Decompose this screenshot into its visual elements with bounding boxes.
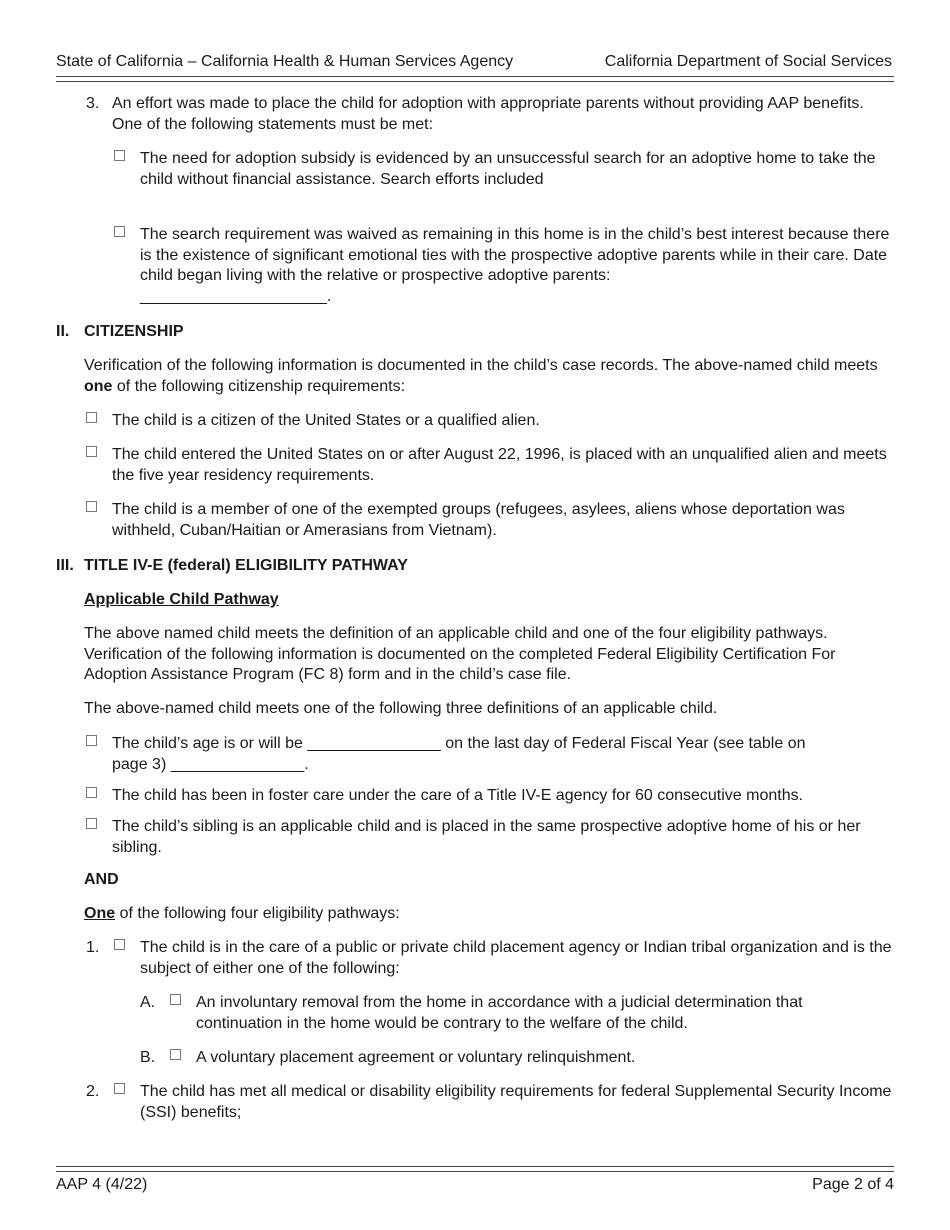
section2-intro (84, 356, 894, 397)
item3-number: 3. (86, 95, 100, 112)
page-header (56, 52, 894, 76)
definition-2-checkbox[interactable] (86, 787, 97, 798)
header-agency: State of California – California Health & Human Services Agency (56, 53, 514, 70)
section3-paragraph-1: The above named child meets the definition of an applicable child and one of the four eligibility pathways. Verification of the following information is documented on the completed Federal Eligibility Certification For Adoption Assistance Program (FC 8) form and in the child’s case file. (84, 625, 836, 683)
section2-intro-emphasis: one (84, 377, 113, 395)
definition-1-text: The child’s age is or will be _______________ on the last day of Federal Fiscal Year (see table on (112, 735, 806, 752)
citizenship-option-3-checkbox[interactable] (86, 501, 97, 512)
pathway-1a-text: An involuntary removal from the home in accordance with a judicial determination that continuation in the home would be contrary to the welfare of the child. (196, 994, 803, 1032)
item3-text: An effort was made to place the child for adoption with appropriate parents without providing AAP benefits. One of the following statements must be met: (112, 95, 864, 133)
definition-1-text-cont: page 3) _______________. (112, 756, 309, 773)
item3-date-blank[interactable]: _____________________. (140, 288, 332, 305)
pathway-1b-checkbox[interactable] (170, 1049, 181, 1060)
section2-intro-pre: Verification of the following information is documented in the child’s case records. The above-named child meets (84, 357, 878, 374)
definition-2-text: The child has been in foster care under the care of a Title IV-E agency for 60 consecutive months. (112, 787, 804, 804)
citizenship-option-3-text: The child is a member of one of the exempted groups (refugees, asylees, aliens whose deportation was withheld, Cuban/Haitian or Amerasians from Vietnam). (112, 501, 845, 539)
footer-rule (56, 1166, 894, 1172)
header-department: California Department of Social Services (604, 53, 892, 70)
pathways-intro-rest: of the following four eligibility pathways: (115, 905, 400, 922)
pathway-2-checkbox[interactable] (114, 1083, 125, 1094)
item3-option-b-checkbox[interactable] (114, 226, 125, 237)
section2-intro-post: of the following citizenship requirements: (112, 377, 406, 395)
pathway-2-text: The child has met all medical or disability eligibility requirements for federal Supplemental Security Income (SSI) benefits; (140, 1083, 892, 1121)
pathway-1b-letter: B. (140, 1049, 156, 1066)
definition-1-checkbox[interactable] (86, 735, 97, 746)
section3-title: TITLE IV-E (federal) ELIGIBILITY PATHWAY (84, 557, 408, 574)
form-number: AAP 4 (4/22) (56, 1176, 148, 1193)
pathway-1a-letter: A. (140, 994, 156, 1011)
section3-paragraph-2: The above-named child meets one of the following three definitions of an applicable child. (84, 700, 718, 717)
pathway-1a-checkbox[interactable] (170, 994, 181, 1005)
citizenship-option-1-text: The child is a citizen of the United States or a qualified alien. (112, 412, 540, 429)
definition-3-checkbox[interactable] (86, 818, 97, 829)
header-rule (56, 76, 894, 82)
citizenship-option-2-text: The child entered the United States on or after August 22, 1996, is placed with an unqualified alien and meets the five year residency requirements. (112, 446, 887, 484)
item3-option-a-checkbox[interactable] (114, 150, 125, 161)
item3-option-a-text: The need for adoption subsidy is evidenced by an unsuccessful search for an adoptive home to take the child without financial assistance. Search efforts included (140, 150, 876, 188)
item3-option-b-text: The search requirement was waived as remaining in this home is in the child’s best interest because there is the existence of significant emotional ties with the prospective adoptive parents while in their care. Date child began living with the relative or prospective adoptive parents: (140, 226, 890, 284)
section3-subtitle: Applicable Child Pathway (84, 591, 279, 608)
and-label: AND (84, 871, 119, 888)
pathway-1b-text: A voluntary placement agreement or voluntary relinquishment. (196, 1049, 636, 1066)
citizenship-option-1-checkbox[interactable] (86, 412, 97, 423)
page-number: Page 2 of 4 (812, 1176, 894, 1193)
definition-3-text: The child’s sibling is an applicable child and is placed in the same prospective adoptive home of his or her sibling. (112, 818, 861, 856)
pathway-1-checkbox[interactable] (114, 939, 125, 950)
section2-title: CITIZENSHIP (84, 323, 184, 340)
pathway-2-number: 2. (86, 1083, 100, 1100)
section3-numeral: III. (56, 557, 74, 574)
section2-numeral: II. (56, 323, 70, 340)
pathway-1-text: The child is in the care of a public or private child placement agency or Indian tribal organization and is the subject of either one of the following: (140, 939, 892, 977)
pathway-1-number: 1. (86, 939, 100, 956)
pathways-intro-emphasis: One (84, 905, 116, 922)
pathways-intro (84, 904, 400, 925)
citizenship-option-2-checkbox[interactable] (86, 446, 97, 457)
